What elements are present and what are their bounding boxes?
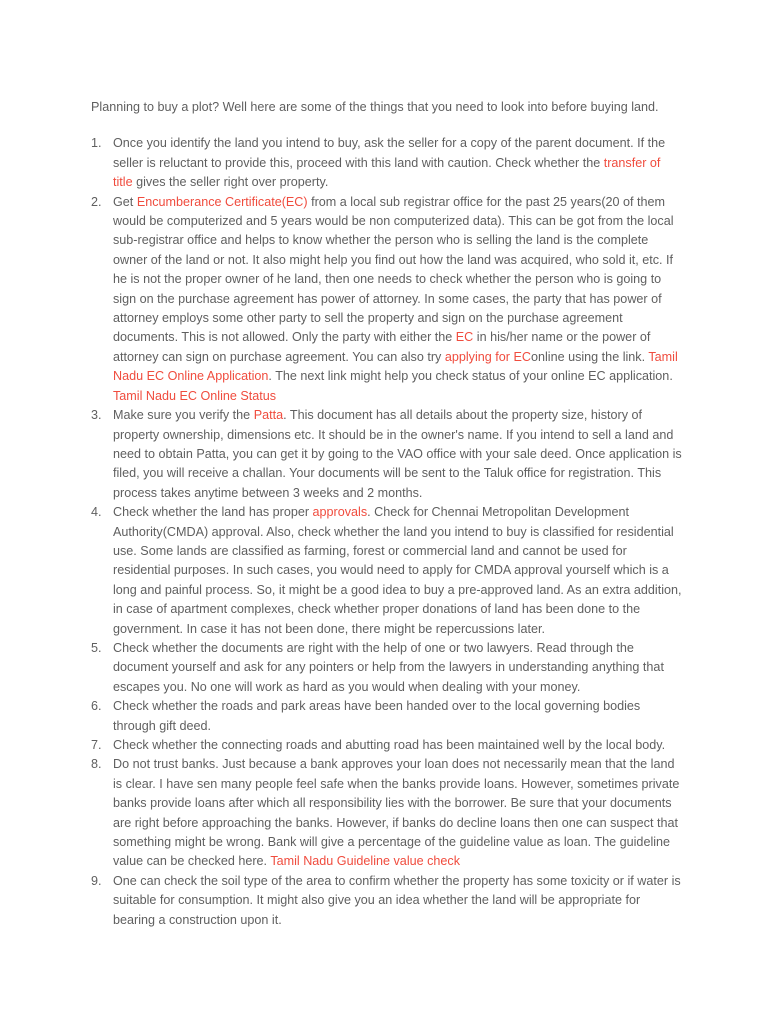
text-segment: . The next link might help you check status of your online EC application. <box>268 369 673 384</box>
text-segment: Get <box>113 194 137 209</box>
text-segment: Once you identify the land you intend to buy, ask the seller for a copy of the parent document. If the seller is reluctant to provide this, proceed with this land with caution. Check whether the <box>113 136 666 170</box>
text-segment: online using the link. <box>530 349 649 364</box>
list-item-number: 9. <box>91 873 102 888</box>
list-item-number: 6. <box>91 699 102 714</box>
text-segment: . This document has all details about the property size, history of property ownership, dimensions etc. It should be in the owner's name. If you intend to sell a land and need to obtain Patta, you can get it by going to the VAO office with your sale deed. Once application is filed, you will receive a challan. Your documents will be sent to the Taluk office for registration. This process takes anytime between 3 weeks and 2 months. <box>113 408 682 500</box>
list-item-number: 2. <box>91 194 102 209</box>
text-segment: One can check the soil type of the area to confirm whether the property has some toxicity or if water is suitable for consumption. It might also give you an idea whether the land will be appropriate for bearing a construction upon it. <box>113 873 681 927</box>
text-segment: in his/her name or the power of attorney can sign on purchase agreement. You can also try <box>113 330 651 364</box>
list-item <box>91 755 683 871</box>
list-item <box>91 193 683 406</box>
intro-paragraph: Planning to buy a plot? Well here are some of the things that you need to look into before buying land. <box>91 100 659 114</box>
list-item-text <box>113 738 665 752</box>
list-item <box>91 639 683 697</box>
encumbrance-certificate-link[interactable]: Encumberance Certificate(EC) <box>136 194 308 209</box>
list-item-text <box>113 699 640 732</box>
tn-ec-online-status-link[interactable]: Tamil Nadu EC Online Status <box>113 388 277 403</box>
text-segment: Check whether the connecting roads and abutting road has been maintained well by the local body. <box>113 738 666 752</box>
approvals-link[interactable]: approvals <box>312 505 368 520</box>
list-item <box>91 872 683 930</box>
text-segment: Check whether the documents are right with the help of one or two lawyers. Read through the document yourself and ask for any pointers or help from the lawyers in understanding anything that escapes you. No one will work as hard as you would when dealing with your money. <box>113 640 664 694</box>
list-item-number: 4. <box>91 505 102 520</box>
text-segment: Do not trust banks. Just because a bank approves your loan does not necessarily mean that the land is clear. I have sen many people feel safe when the banks provide loans. However, sometimes private banks provide loans after which all responsibility lies with the borrower. Be sure that your documents are right before approaching the banks. However, if banks do decline loans then one can suspect that something might be wrong. Bank will give a percentage of the guideline value as loan. The guideline value can be checked here. <box>113 757 680 869</box>
list-item-number: 5. <box>91 640 102 655</box>
document-page <box>91 98 683 930</box>
list-item-number: 7. <box>91 738 102 752</box>
tn-ec-online-application-link[interactable]: Tamil Nadu EC Online Application <box>113 349 678 384</box>
list-item <box>91 697 683 736</box>
list-item-text <box>113 505 682 635</box>
text-segment: Check whether the land has proper <box>113 505 313 520</box>
list-item <box>91 406 683 503</box>
list-item-number: 3. <box>91 408 102 423</box>
list-item-text <box>113 136 665 189</box>
ec-link[interactable]: EC <box>455 330 474 345</box>
checklist <box>91 134 683 930</box>
list-item <box>91 736 683 755</box>
list-item <box>91 134 683 192</box>
text-segment: gives the seller right over property. <box>132 175 329 190</box>
applying-for-ec-link[interactable]: applying for EC <box>444 349 531 364</box>
list-item-number: 1. <box>91 136 102 151</box>
list-item-text <box>113 757 679 868</box>
patta-link[interactable]: Patta <box>253 408 284 423</box>
list-item-number: 8. <box>91 757 102 772</box>
list-item-text <box>113 874 681 927</box>
list-item-text <box>113 195 678 403</box>
text-segment: . Check for Chennai Metropolitan Development Authority(CMDA) approval. Also, check whether the land you intend to buy is classified for residential use. Some lands are classified as farming, forest or commercial land and cannot be used for residential purposes. In such cases, you would need to apply for CMDA approval yourself which is a long and painful process. So, it might be a good idea to buy a pre-approved land. As an extra addition, in case of apartment complexes, check whether proper donations of land has been done to the government. In case it has not been done, there might be repercussions later. <box>113 505 682 636</box>
list-item-text <box>113 641 664 694</box>
text-segment: from a local sub registrar office for the past 25 years(20 of them would be computerized and 5 years would be non computerized data). This can be got from the local sub-registrar office and helps to know whether the person who is selling the land is the complete owner of the land or not. It also might help you find out how the land was acquired, who sold it, etc. If he is not the proper owner of he land, then one needs to check whether the person who is going to sign on the purchase agreement has power of attorney. In some cases, the party that has power of attorney employs some other party to sell the property and sign on the purchase agreement documents. This is not allowed. Only the party with either the <box>113 194 674 345</box>
list-item-text <box>113 408 682 500</box>
transfer-of-title-link[interactable]: transfer of title <box>113 155 661 190</box>
text-segment: Make sure you verify the <box>113 408 254 423</box>
text-segment: Check whether the roads and park areas have been handed over to the local governing bodies through gift deed. <box>113 699 641 733</box>
list-item <box>91 503 683 639</box>
tn-guideline-value-check-link[interactable]: Tamil Nadu Guideline value check <box>270 854 461 869</box>
